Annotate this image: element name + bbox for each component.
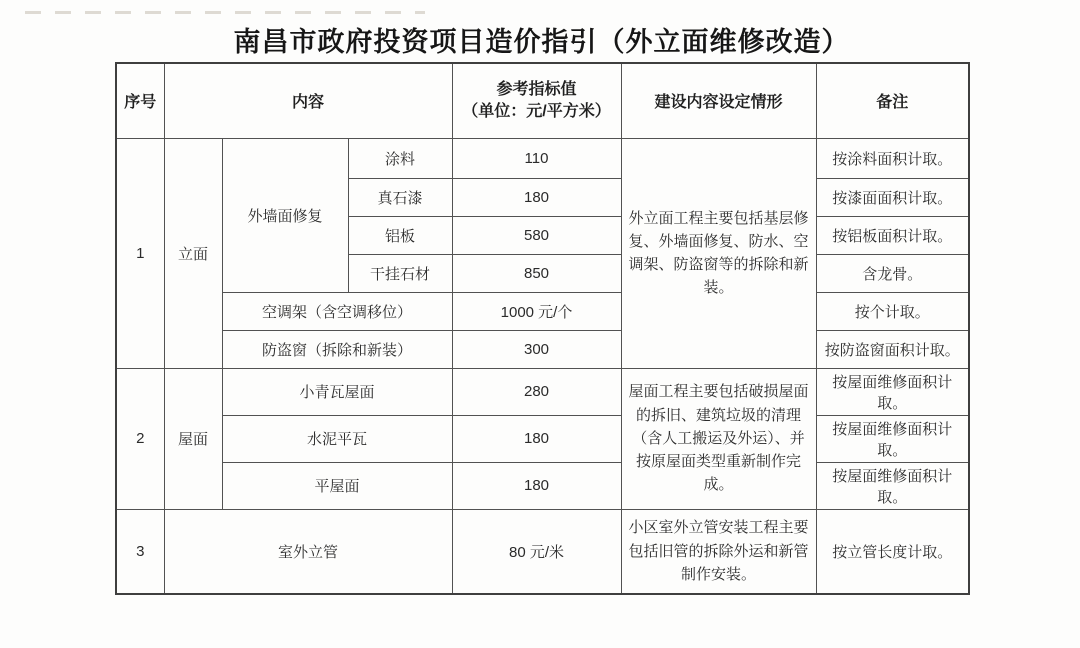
roof-item-name: 小青瓦屋面 [222,368,452,415]
col-header-content: 内容 [164,63,452,138]
row3-situation: 小区室外立管安装工程主要包括旧管的拆除外运和新管制作安装。 [621,509,816,594]
extra-item-remark: 按个计取。 [816,292,969,330]
table-row [116,368,969,415]
material-name: 铝板 [348,216,452,254]
material-value: 580 [452,216,621,254]
row1-situation: 外立面工程主要包括基层修复、外墙面修复、防水、空调架、防盗窗等的拆除和新装。 [621,138,816,368]
row2-no: 2 [116,368,164,509]
row3-value: 80 元/米 [452,509,621,594]
row1-subcategory: 外墙面修复 [222,138,348,292]
col-header-no: 序号 [116,63,164,138]
page-title: 南昌市政府投资项目造价指引（外立面维修改造） [233,27,850,57]
table-row [116,509,969,594]
roof-item-remark: 按屋面维修面积计取。 [816,462,969,509]
row1-category: 立面 [164,138,222,368]
row1-no: 1 [116,138,164,368]
roof-item-value: 180 [452,415,621,462]
roof-item-name: 水泥平瓦 [222,415,452,462]
row2-situation: 屋面工程主要包括破损屋面的拆旧、建筑垃圾的清理（含人工搬运及外运）、并按原屋面类型重新制作完成。 [621,368,816,509]
table-header-row [116,63,969,138]
material-remark: 含龙骨。 [816,254,969,292]
table-row [116,462,969,509]
table-row [116,415,969,462]
col-header-remark: 备注 [816,63,969,138]
row3-no: 3 [116,509,164,594]
material-remark: 按漆面面积计取。 [816,178,969,216]
extra-item-name: 空调架（含空调移位） [222,292,452,330]
col-header-situation: 建设内容设定情形 [621,63,816,138]
roof-item-remark: 按屋面维修面积计取。 [816,415,969,462]
roof-item-value: 280 [452,368,621,415]
material-value: 110 [452,138,621,178]
roof-item-remark: 按屋面维修面积计取。 [816,368,969,415]
roof-item-value: 180 [452,462,621,509]
roof-item-name: 平屋面 [222,462,452,509]
material-remark: 按铝板面积计取。 [816,216,969,254]
material-value: 850 [452,254,621,292]
col-header-value [452,63,621,138]
material-remark: 按涂料面积计取。 [816,138,969,178]
material-name: 干挂石材 [348,254,452,292]
cost-guide-table [115,62,970,595]
extra-item-value: 1000 元/个 [452,292,621,330]
extra-item-value: 300 [452,330,621,368]
row3-remark: 按立管长度计取。 [816,509,969,594]
table-row [116,292,969,330]
row3-name: 室外立管 [164,509,452,594]
extra-item-name: 防盗窗（拆除和新装） [222,330,452,368]
scan-artifact-line [25,11,425,14]
col-header-value-line1: 参考指标值 [496,81,577,99]
material-name: 真石漆 [348,178,452,216]
extra-item-remark: 按防盗窗面积计取。 [816,330,969,368]
row2-category: 屋面 [164,368,222,509]
col-header-value-line2: （单位：元/平方米） [462,102,611,120]
table-row [116,330,969,368]
material-value: 180 [452,178,621,216]
table-row [116,138,969,178]
material-name: 涂料 [348,138,452,178]
